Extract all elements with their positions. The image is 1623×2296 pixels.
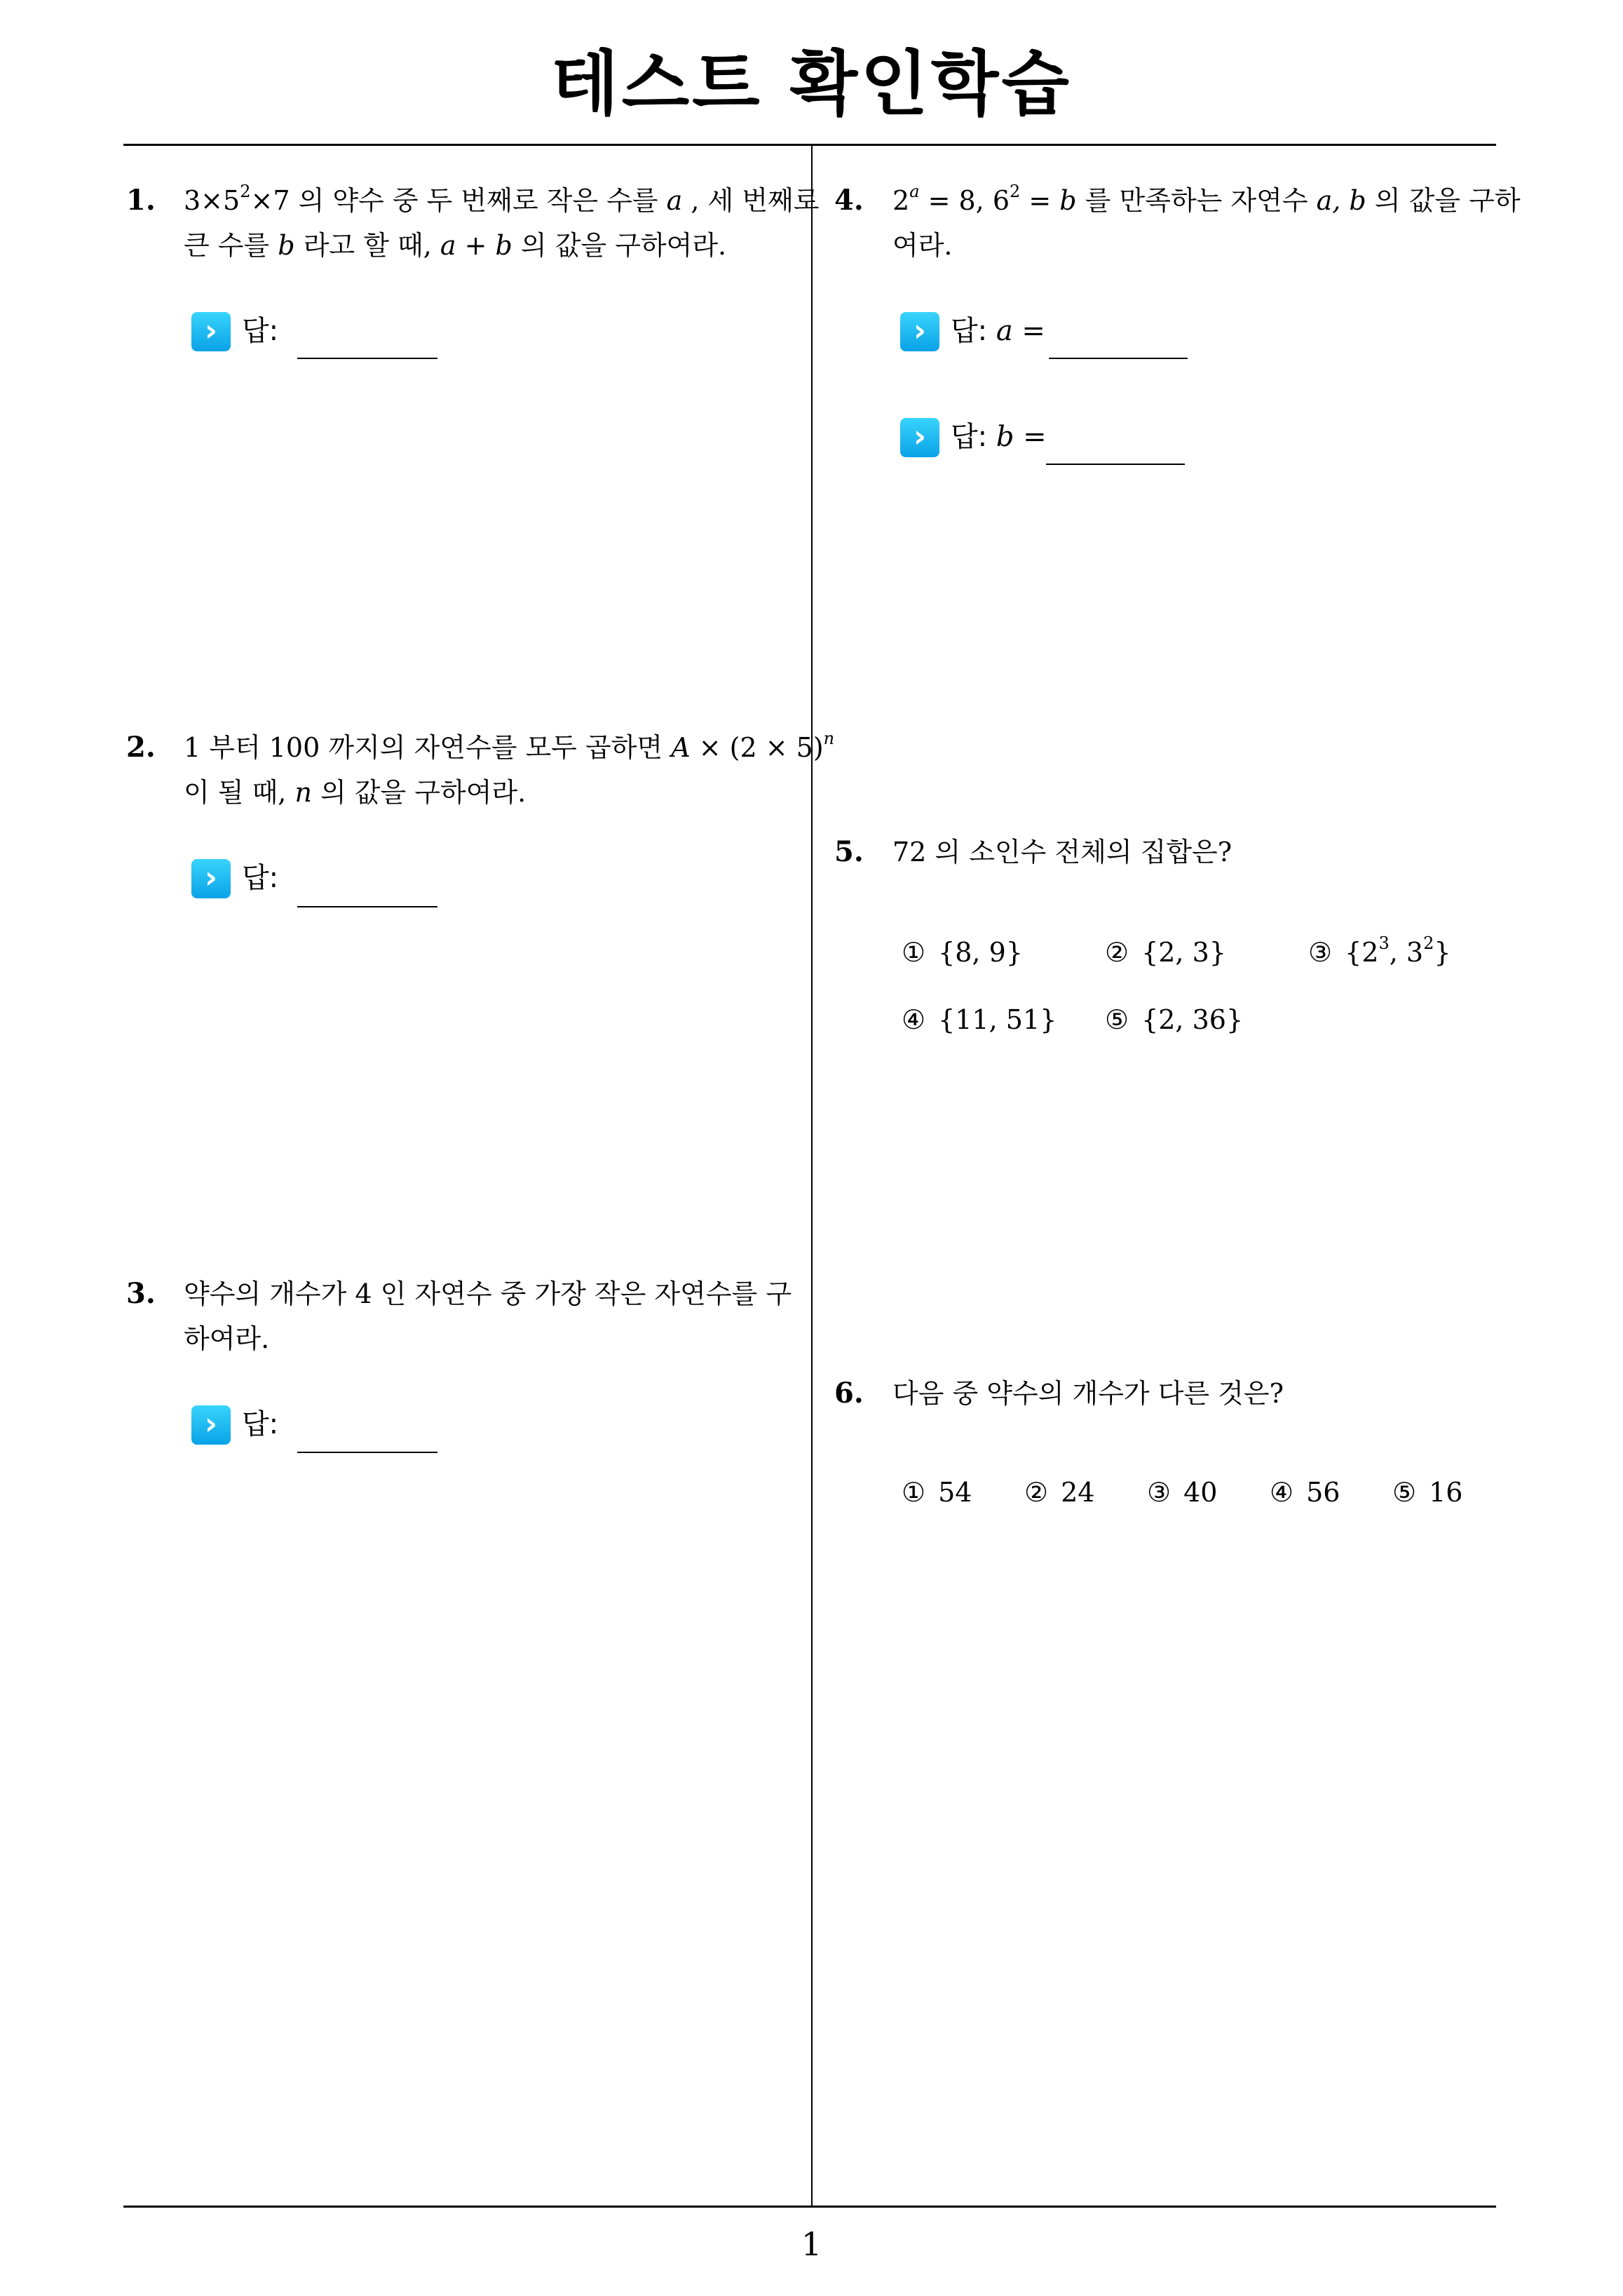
question-number: 6.	[834, 1377, 864, 1410]
question-line-2: 하여라.	[184, 1323, 270, 1354]
question-line-2: 큰 수를 b 라고 할 때, a + b 의 값을 구하여라.	[184, 230, 727, 261]
answer-label: 답:	[242, 315, 279, 347]
question-number: 2.	[126, 731, 156, 764]
answer-blank-q1[interactable]	[297, 358, 437, 359]
column-divider	[811, 144, 813, 2206]
question-line-2: 여라.	[892, 230, 953, 261]
choice-1[interactable]: ① 54	[902, 1477, 972, 1508]
chevron-right-icon: ›	[191, 859, 231, 898]
question-text: 다음 중 약수의 개수가 다른 것은?	[892, 1378, 1284, 1409]
choice-5[interactable]: ⑤ 16	[1392, 1477, 1463, 1508]
choice-1[interactable]: ① {8, 9}	[902, 937, 1023, 968]
question-number: 3.	[126, 1277, 156, 1310]
question-line-1: 1 부터 100 까지의 자연수를 모두 곱하면 $A \times (2 \times 5)^n$	[184, 729, 835, 763]
question-line-1: $3\times 5^2\times 7$ 의 약수 중 두 번째로 작은 수를 a , 세 번째로	[184, 182, 820, 216]
question-text	[184, 178, 819, 268]
question-text	[892, 178, 1521, 268]
question-line-1: $2^a = 8$, $6^2 = b$ 를 만족하는 자연수 a, b 의 값을 구하	[892, 182, 1521, 216]
answer-blank-q4-a[interactable]	[1049, 358, 1188, 359]
answer-label: 답: b =	[951, 421, 1047, 453]
answer-label: 답: a =	[951, 315, 1045, 347]
chevron-right-icon: ›	[191, 312, 231, 351]
choice-3[interactable]: ③ {$2^3$, $3^2$}	[1308, 933, 1451, 968]
answer-label: 답:	[242, 1408, 279, 1440]
choice-2[interactable]: ② {2, 3}	[1105, 937, 1226, 968]
question-text	[184, 1271, 792, 1361]
question-number: 4.	[834, 184, 864, 217]
question-line-1: 약수의 개수가 4 인 자연수 중 가장 작은 자연수를 구	[184, 1278, 792, 1309]
answer-blank-q4-b[interactable]	[1046, 464, 1185, 465]
chevron-right-icon: ›	[900, 312, 939, 351]
question-number: 5.	[834, 835, 864, 868]
question-text: 72 의 소인수 전체의 집합은?	[892, 837, 1232, 867]
answer-blank-q3[interactable]	[297, 1452, 437, 1453]
choice-2[interactable]: ② 24	[1024, 1477, 1095, 1508]
question-line-2: 이 될 때, n 의 값을 구하여라.	[184, 777, 527, 808]
page-title: 테스트 확인학습	[550, 43, 1072, 125]
answer-blank-q2[interactable]	[297, 906, 437, 907]
question-number: 1.	[126, 184, 156, 217]
choice-5[interactable]: ⑤ {2, 36}	[1105, 1004, 1244, 1035]
header-rule	[123, 144, 1496, 146]
choice-3[interactable]: ③ 40	[1147, 1477, 1218, 1508]
chevron-right-icon: ›	[191, 1405, 231, 1445]
question-text	[184, 725, 834, 815]
footer-rule	[123, 2206, 1496, 2208]
choice-4[interactable]: ④ 56	[1270, 1477, 1340, 1508]
chevron-right-icon: ›	[900, 418, 939, 457]
page-number: 1	[801, 2225, 822, 2263]
answer-label: 답:	[242, 862, 279, 894]
choice-4[interactable]: ④ {11, 51}	[902, 1004, 1057, 1035]
